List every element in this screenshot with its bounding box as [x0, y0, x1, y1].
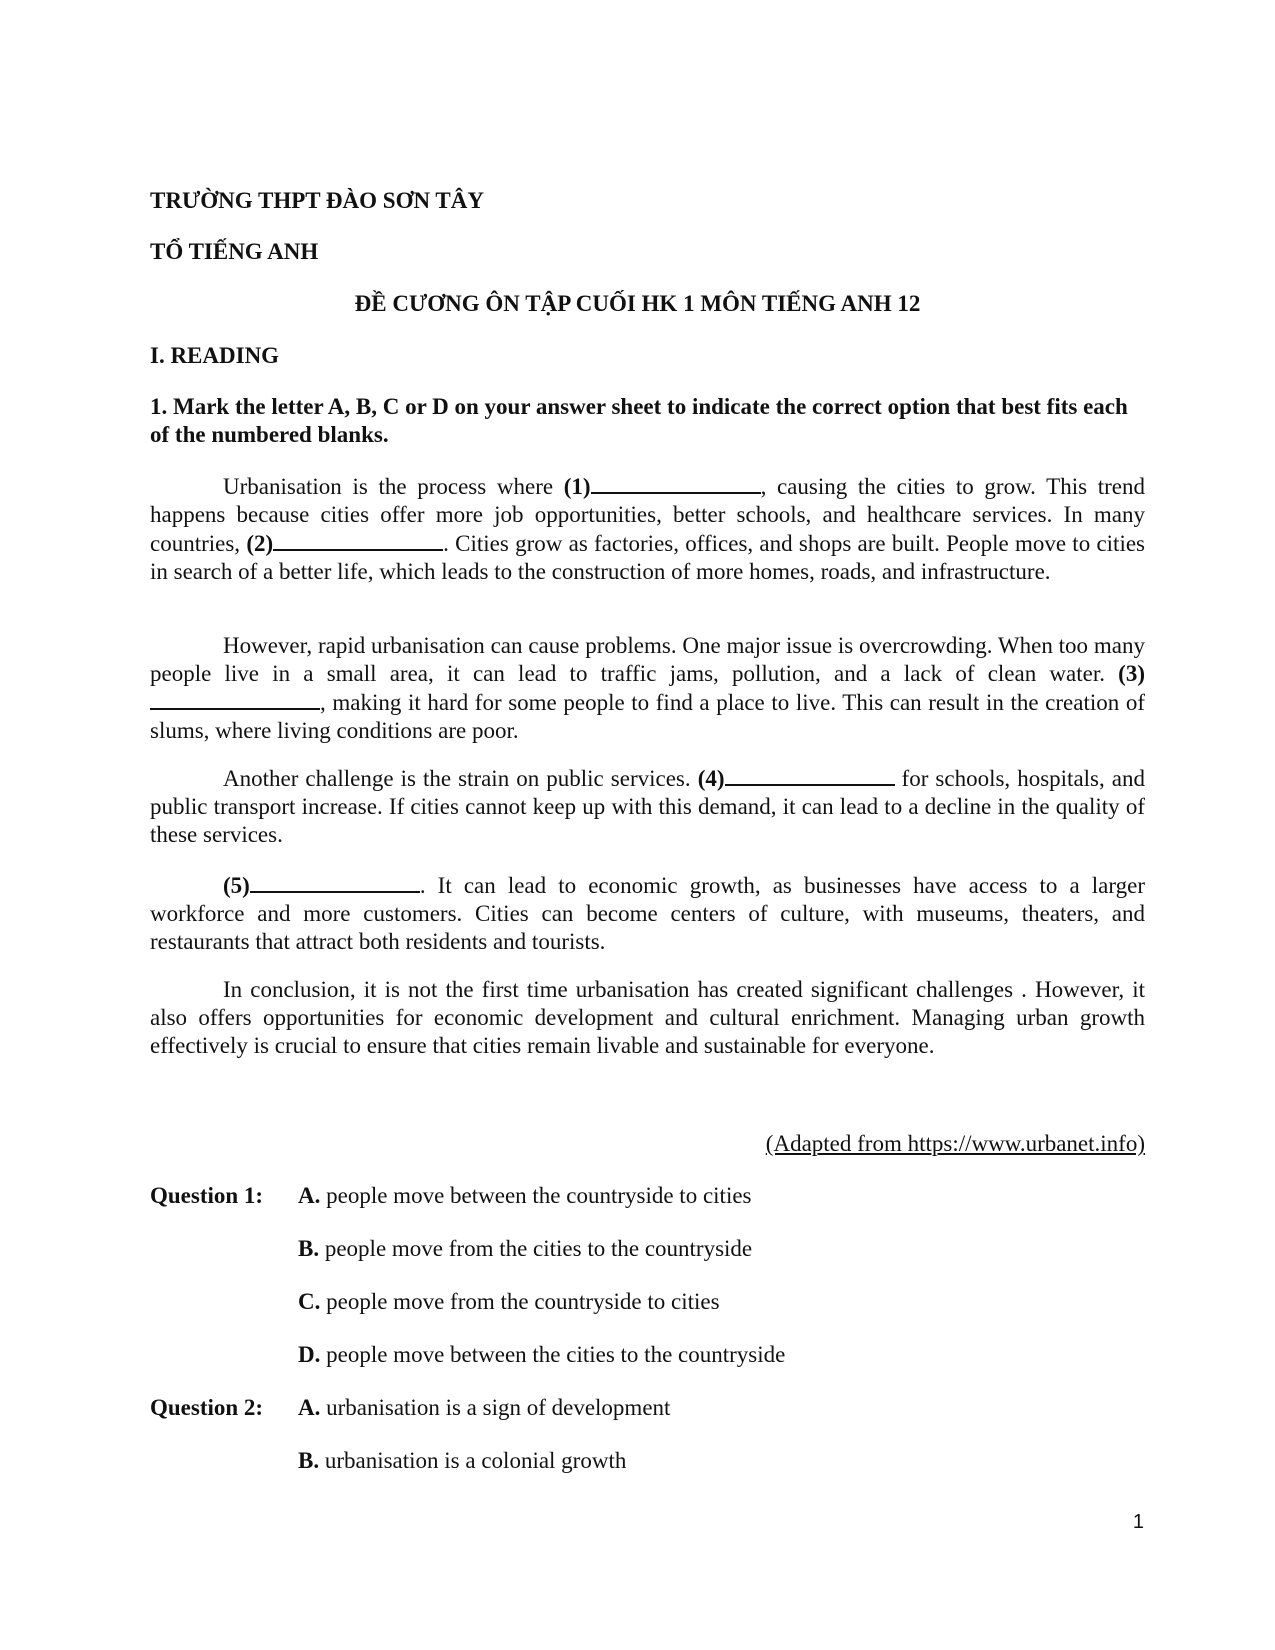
question-2-option-a: A. urbanisation is a sign of development — [298, 1395, 671, 1420]
p5-text-a: In conclusion, it is not the first time urbanisation has created significant challenges . However, it also offers opportunities for economic development and cultural enrichment. Managing urban growth effectively is crucial to ensure that cities remain livable and sustainable for everyone. — [150, 977, 1145, 1058]
blank-5: (5) — [223, 873, 420, 898]
question-2-option-b: B. urbanisation is a colonial growth — [298, 1448, 627, 1473]
question-1-label: Question 1: — [150, 1183, 264, 1208]
p1-text-b: , causing the cities to grow. This trend happens because cities offer more job opportunities, better schools, and healthcare services. In many countries, — [150, 474, 1145, 556]
p3-text-a: Another challenge is the strain on public services. — [223, 766, 698, 791]
blank-3: (3) — [150, 661, 1145, 715]
passage-paragraph-4 — [150, 871, 1145, 956]
blank-4: (4) — [698, 766, 895, 791]
passage-paragraph-5 — [150, 976, 1145, 1060]
blank-2: (2) — [246, 531, 443, 556]
task-text: 1. Mark the letter A, B, C or D on your answer sheet to indicate the correct option that best fits each of the numbered blanks. — [150, 394, 1128, 447]
question-1-option-a: A. people move between the countryside to cities — [298, 1183, 752, 1208]
question-1-option-c: C. people move from the countryside to cities — [298, 1289, 720, 1314]
task-instruction — [150, 393, 1145, 449]
passage-source-link[interactable]: (Adapted from https://www.urbanet.info) — [765, 1131, 1145, 1156]
section-heading: I. READING — [150, 343, 280, 368]
p1-text-c: . Cities grow as factories, offices, and shops are built. People move to cities in search of a better life, which leads to the construction of more homes, roads, and infrastructure. — [150, 531, 1145, 584]
passage-paragraph-3 — [150, 764, 1145, 849]
school-name: TRƯỜNG THPT ĐÀO SƠN TÂY — [150, 188, 484, 213]
blank-1: (1) — [564, 474, 761, 499]
question-1-option-d: D. people move between the cities to the countryside — [298, 1342, 786, 1367]
p1-text-a: Urbanisation is the process where — [223, 474, 564, 499]
passage-paragraph-2 — [150, 632, 1145, 745]
document-title: ĐỀ CƯƠNG ÔN TẬP CUỐI HK 1 MÔN TIẾNG ANH 12 — [354, 291, 921, 316]
question-2-label: Question 2: — [150, 1395, 264, 1420]
p4-text-a: . It can lead to economic growth, as businesses have access to a larger workforce and more customers. Cities can become centers of culture, with museums, theaters, and restaurants that attract both residents and tourists. — [150, 873, 1145, 954]
department-name: TỔ TIẾNG ANH — [150, 239, 319, 264]
p2-text-a: However, rapid urbanisation can cause problems. One major issue is overcrowding. When too many people live in a small area, it can lead to traffic jams, pollution, and a lack of clean water. — [150, 633, 1145, 686]
passage-paragraph-1 — [150, 472, 1145, 586]
question-1-option-b: B. people move from the cities to the countryside — [298, 1236, 753, 1261]
p2-text-b: , making it hard for some people to find a place to live. This can result in the creation of slums, where living conditions are poor. — [150, 690, 1145, 743]
page-number: 1 — [1132, 1511, 1144, 1533]
p3-text-b: for schools, hospitals, and public transport increase. If cities cannot keep up with this demand, it can lead to a decline in the quality of these services. — [150, 766, 1145, 847]
